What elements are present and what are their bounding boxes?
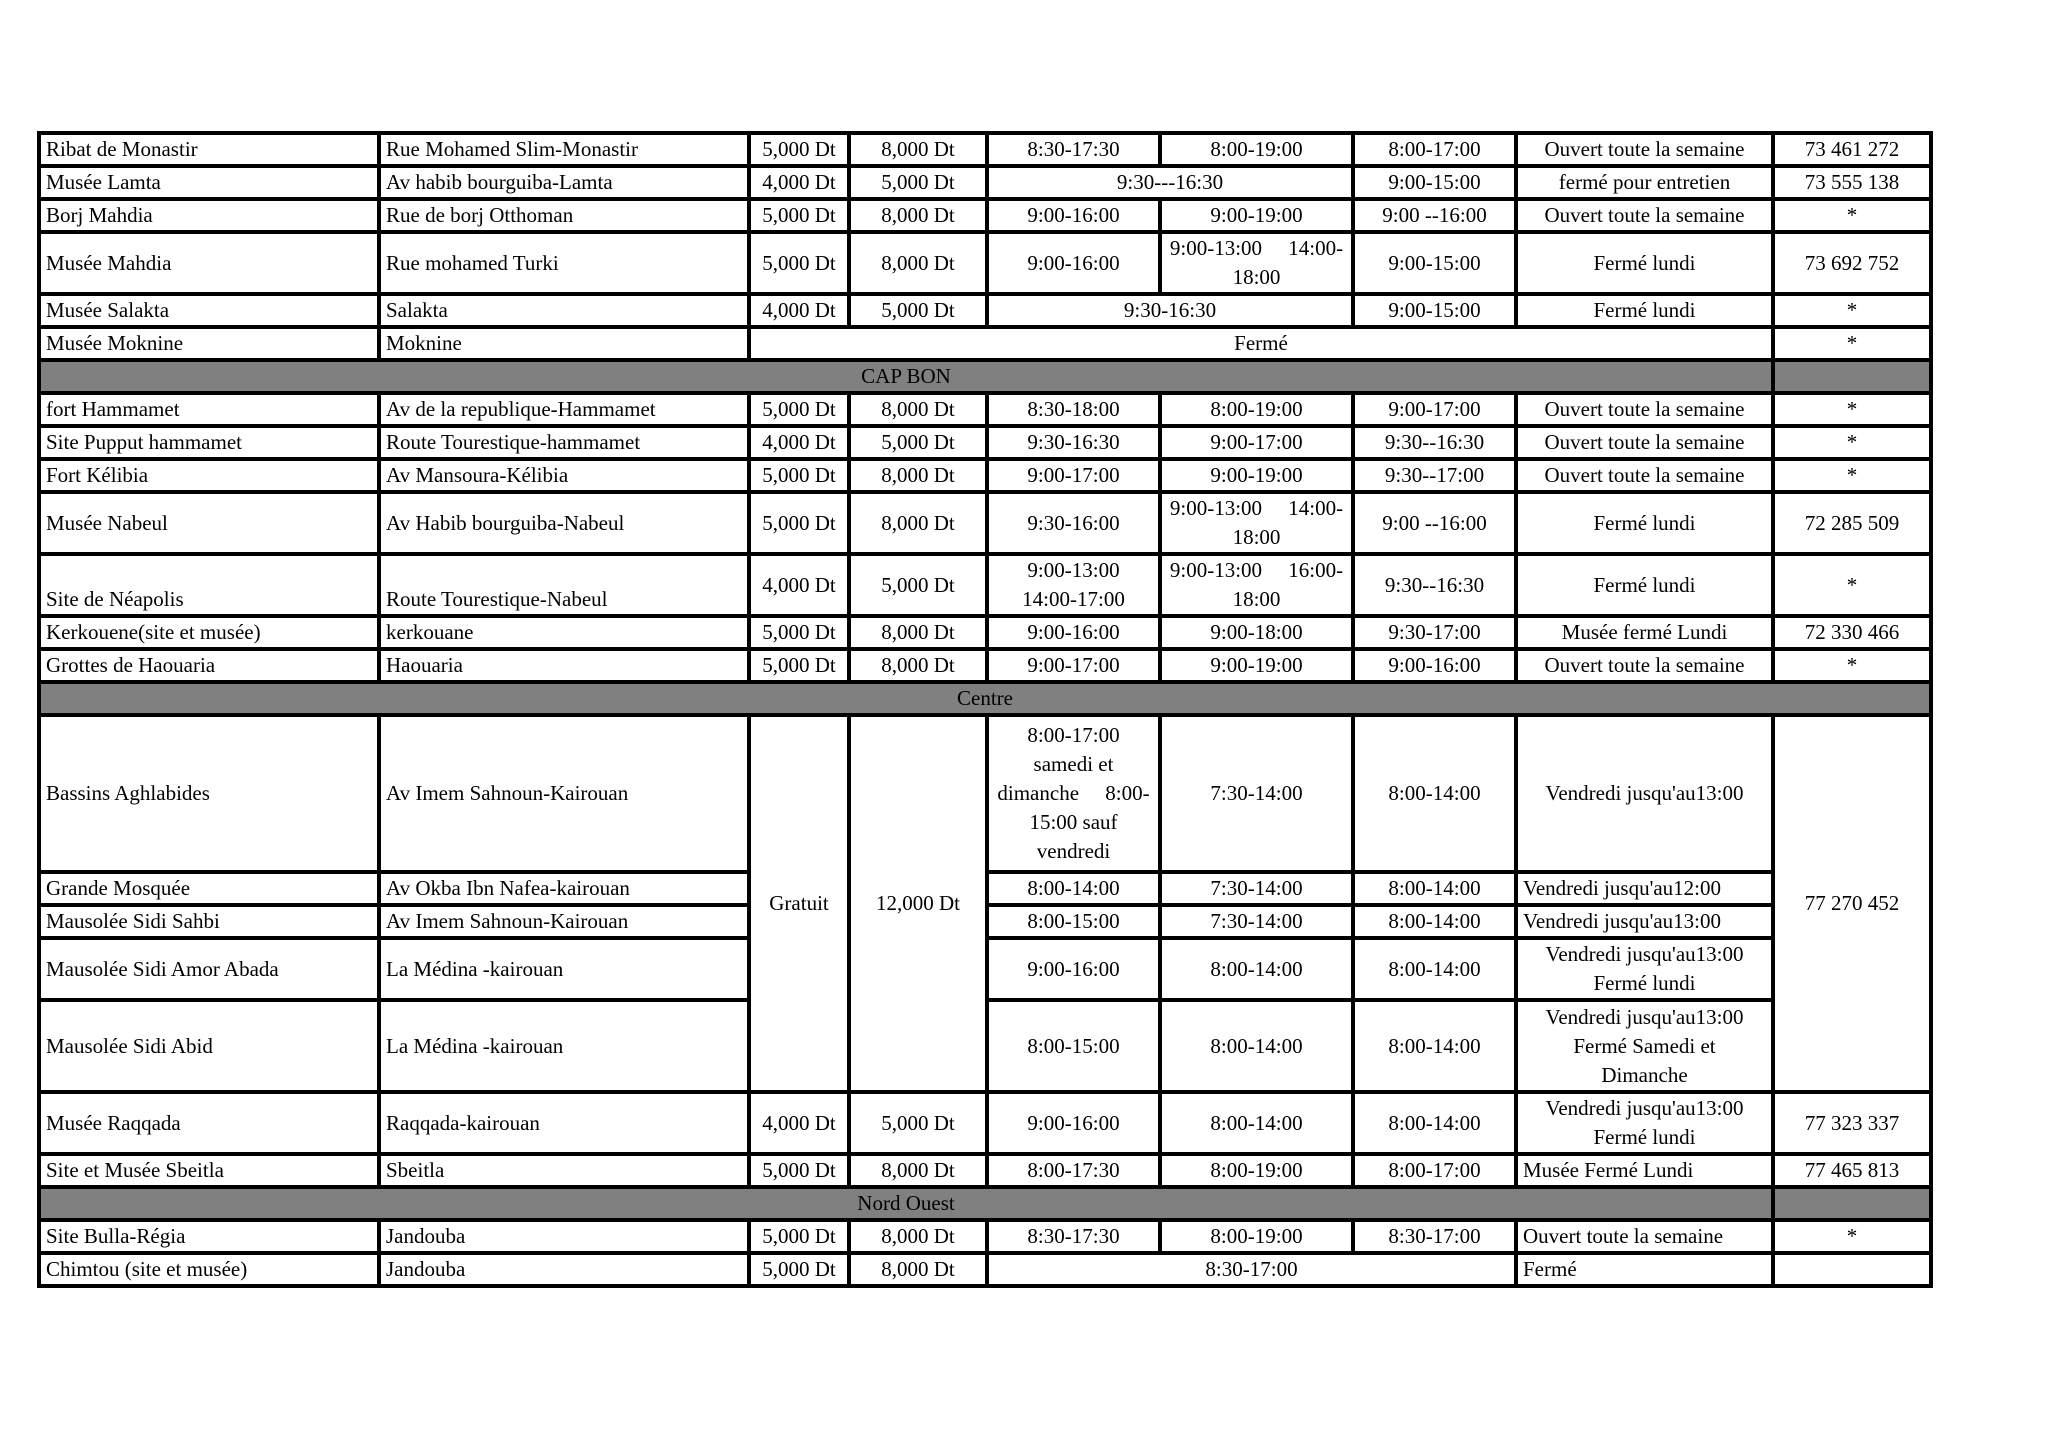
phone-number: *: [1773, 294, 1931, 327]
site-name: Chimtou (site et musée): [39, 1253, 379, 1286]
hours-winter: 9:00-16:00: [987, 199, 1160, 232]
hours-ramadan: 8:00-14:00: [1353, 1000, 1516, 1092]
hours-summer: 9:00-19:00: [1160, 649, 1353, 682]
hours-ramadan: 9:00-15:00: [1353, 232, 1516, 294]
site-address: Route Tourestique-Nabeul: [379, 554, 749, 616]
site-address: kerkouane: [379, 616, 749, 649]
note-line: Vendredi jusqu'au13:00: [1545, 1004, 1744, 1029]
hours-combined: 8:30-17:00: [987, 1253, 1516, 1286]
price-resident: 4,000 Dt: [749, 294, 849, 327]
hours-line: samedi et: [1033, 752, 1114, 776]
hours-winter: [987, 715, 1160, 872]
opening-note: [1516, 1000, 1773, 1092]
phone-number: *: [1773, 393, 1931, 426]
hours-line: 15:00 sauf: [1029, 810, 1118, 834]
price-visitor: 5,000 Dt: [849, 166, 987, 199]
note-line: Vendredi jusqu'au13:00: [1545, 1096, 1744, 1120]
price-resident: 4,000 Dt: [749, 166, 849, 199]
site-address: Jandouba: [379, 1253, 749, 1286]
price-resident: 5,000 Dt: [749, 492, 849, 554]
hours-summer: 8:00-19:00: [1160, 393, 1353, 426]
price-resident: 5,000 Dt: [749, 199, 849, 232]
price-resident: 5,000 Dt: [749, 232, 849, 294]
phone-number: 73 555 138: [1773, 166, 1931, 199]
hours-ramadan: 8:00-17:00: [1353, 1154, 1516, 1187]
site-name: Musée Salakta: [39, 294, 379, 327]
table-row: [39, 616, 1931, 649]
hours-ramadan: 9:00 --16:00: [1353, 199, 1516, 232]
section-title: Centre: [39, 682, 1931, 715]
opening-note: Ouvert toute la semaine: [1516, 426, 1773, 459]
price-visitor: 8,000 Dt: [849, 1154, 987, 1187]
opening-note: Vendredi jusqu'au12:00: [1516, 872, 1773, 905]
site-name: Musée Mahdia: [39, 232, 379, 294]
hours-combined: 9:30-16:30: [987, 294, 1353, 327]
opening-note: Vendredi jusqu'au13:00: [1516, 715, 1773, 872]
hours-ramadan: 8:00-17:00: [1353, 133, 1516, 166]
site-name: Site Pupput hammamet: [39, 426, 379, 459]
phone-number: 72 330 466: [1773, 616, 1931, 649]
site-address: Rue de borj Otthoman: [379, 199, 749, 232]
hours-ramadan: 8:00-14:00: [1353, 905, 1516, 938]
price-visitor: 8,000 Dt: [849, 1220, 987, 1253]
phone-number: *: [1773, 459, 1931, 492]
site-name: Ribat de Monastir: [39, 133, 379, 166]
price-visitor: 5,000 Dt: [849, 554, 987, 616]
hours-summer: 9:00-18:00: [1160, 616, 1353, 649]
opening-note: Musée Fermé Lundi: [1516, 1154, 1773, 1187]
price-visitor: 8,000 Dt: [849, 133, 987, 166]
hours-winter: 9:00-17:00: [987, 459, 1160, 492]
price-visitor: 8,000 Dt: [849, 459, 987, 492]
site-address: Av de la republique-Hammamet: [379, 393, 749, 426]
site-address: Raqqada-kairouan: [379, 1092, 749, 1154]
hours-summer: 7:30-14:00: [1160, 872, 1353, 905]
hours-line: vendredi: [1036, 839, 1111, 863]
site-address: Av Imem Sahnoun-Kairouan: [379, 905, 749, 938]
hours-winter: 8:30-17:30: [987, 133, 1160, 166]
museum-schedule-table: [37, 131, 1933, 1288]
phone-number: *: [1773, 327, 1931, 360]
site-address: Salakta: [379, 294, 749, 327]
table-row: [39, 1154, 1931, 1187]
hours-summer: 8:00-14:00: [1160, 1092, 1353, 1154]
table-row: [39, 1092, 1931, 1154]
hours-winter: 8:00-14:00: [987, 872, 1160, 905]
opening-note: Ouvert toute la semaine: [1516, 459, 1773, 492]
table-row: [39, 133, 1931, 166]
opening-note: Ouvert toute la semaine: [1516, 393, 1773, 426]
hours-line: 9:00-13:00 14:00-: [1169, 236, 1344, 260]
hours-winter: 8:00-15:00: [987, 905, 1160, 938]
site-address: Moknine: [379, 327, 749, 360]
hours-combined: 9:30---16:30: [987, 166, 1353, 199]
hours-summer: 9:00-17:00: [1160, 426, 1353, 459]
site-address: Av Imem Sahnoun-Kairouan: [379, 715, 749, 872]
phone-number: 77 465 813: [1773, 1154, 1931, 1187]
opening-note: Fermé lundi: [1516, 294, 1773, 327]
hours-summer: [1160, 492, 1353, 554]
site-address: La Médina -kairouan: [379, 938, 749, 1000]
opening-note: fermé pour entretien: [1516, 166, 1773, 199]
hours-summer: 8:00-19:00: [1160, 133, 1353, 166]
hours-ramadan: 9:00-15:00: [1353, 166, 1516, 199]
hours-line: 18:00: [1232, 525, 1281, 549]
price-visitor: 5,000 Dt: [849, 426, 987, 459]
site-name: Musée Moknine: [39, 327, 379, 360]
hours-ramadan: 9:00-17:00: [1353, 393, 1516, 426]
site-address: Av Habib bourguiba-Nabeul: [379, 492, 749, 554]
site-address: Rue Mohamed Slim-Monastir: [379, 133, 749, 166]
site-address: Sbeitla: [379, 1154, 749, 1187]
site-address: Rue mohamed Turki: [379, 232, 749, 294]
opening-note: Musée fermé Lundi: [1516, 616, 1773, 649]
table-row: [39, 492, 1931, 554]
opening-note: Fermé: [1516, 1253, 1773, 1286]
price-visitor: 8,000 Dt: [849, 232, 987, 294]
phone-number: *: [1773, 1220, 1931, 1253]
table-row: [39, 459, 1931, 492]
section-spacer: [1773, 1187, 1931, 1220]
price-visitor: 8,000 Dt: [849, 1253, 987, 1286]
hours-winter: [987, 554, 1160, 616]
hours-ramadan: 9:00-15:00: [1353, 294, 1516, 327]
phone-number: 73 461 272: [1773, 133, 1931, 166]
note-line: Fermé lundi: [1593, 1125, 1696, 1149]
phone-number: 73 692 752: [1773, 232, 1931, 294]
price-resident: 4,000 Dt: [749, 554, 849, 616]
price-resident: 5,000 Dt: [749, 1220, 849, 1253]
hours-line: 18:00: [1232, 265, 1281, 289]
hours-winter: 8:00-17:30: [987, 1154, 1160, 1187]
hours-summer: 9:00-19:00: [1160, 459, 1353, 492]
table-row: [39, 426, 1931, 459]
price-resident: 5,000 Dt: [749, 649, 849, 682]
site-name: Grottes de Haouaria: [39, 649, 379, 682]
phone-number: *: [1773, 199, 1931, 232]
price-resident: 5,000 Dt: [749, 1253, 849, 1286]
phone-number: *: [1773, 426, 1931, 459]
table-row: [39, 1253, 1931, 1286]
site-name: Bassins Aghlabides: [39, 715, 379, 872]
hours-summer: 7:30-14:00: [1160, 715, 1353, 872]
hours-line: dimanche 8:00-: [997, 781, 1150, 805]
hours-ramadan: 9:30--17:00: [1353, 459, 1516, 492]
opening-note: Fermé lundi: [1516, 232, 1773, 294]
site-name: Mausolée Sidi Abid: [39, 1000, 379, 1092]
site-address: Av Mansoura-Kélibia: [379, 459, 749, 492]
opening-note: Ouvert toute la semaine: [1516, 199, 1773, 232]
hours-winter: 9:00-16:00: [987, 938, 1160, 1000]
hours-ramadan: 8:00-14:00: [1353, 938, 1516, 1000]
hours-ramadan: 9:30--16:30: [1353, 426, 1516, 459]
hours-summer: 8:00-19:00: [1160, 1220, 1353, 1253]
phone-number: *: [1773, 649, 1931, 682]
hours-summer: 7:30-14:00: [1160, 905, 1353, 938]
hours-summer: 8:00-14:00: [1160, 938, 1353, 1000]
site-name: Musée Lamta: [39, 166, 379, 199]
opening-note: Fermé lundi: [1516, 554, 1773, 616]
hours-summer: 8:00-14:00: [1160, 1000, 1353, 1092]
price-resident: 5,000 Dt: [749, 1154, 849, 1187]
site-name: fort Hammamet: [39, 393, 379, 426]
table-row: [39, 649, 1931, 682]
price-visitor: 12,000 Dt: [849, 715, 987, 1092]
note-line: Fermé lundi: [1593, 971, 1696, 995]
closed-status: Fermé: [749, 327, 1773, 360]
price-resident: 4,000 Dt: [749, 426, 849, 459]
hours-summer: 9:00-19:00: [1160, 199, 1353, 232]
hours-ramadan: 8:00-14:00: [1353, 715, 1516, 872]
price-resident: 4,000 Dt: [749, 1092, 849, 1154]
price-resident: 5,000 Dt: [749, 133, 849, 166]
price-visitor: 8,000 Dt: [849, 492, 987, 554]
phone-number: 72 285 509: [1773, 492, 1931, 554]
opening-note: Ouvert toute la semaine: [1516, 133, 1773, 166]
table-row: [39, 1220, 1931, 1253]
site-address: Jandouba: [379, 1220, 749, 1253]
phone-number: 77 323 337: [1773, 1092, 1931, 1154]
site-name: Borj Mahdia: [39, 199, 379, 232]
site-name: Mausolée Sidi Sahbi: [39, 905, 379, 938]
price-resident: Gratuit: [749, 715, 849, 1092]
table-row: [39, 232, 1931, 294]
table-row: [39, 393, 1931, 426]
hours-ramadan: 8:30-17:00: [1353, 1220, 1516, 1253]
section-header-row: [39, 682, 1931, 715]
site-address: Haouaria: [379, 649, 749, 682]
price-resident: 5,000 Dt: [749, 459, 849, 492]
opening-note: [1516, 1092, 1773, 1154]
phone-number: 77 270 452: [1773, 715, 1931, 1092]
table-row: [39, 294, 1931, 327]
hours-summer: [1160, 232, 1353, 294]
section-title: CAP BON: [39, 360, 1773, 393]
opening-note: Ouvert toute la semaine: [1516, 1220, 1773, 1253]
site-name: Site Bulla-Régia: [39, 1220, 379, 1253]
price-resident: 5,000 Dt: [749, 616, 849, 649]
price-visitor: 5,000 Dt: [849, 294, 987, 327]
opening-note: Vendredi jusqu'au13:00: [1516, 905, 1773, 938]
hours-ramadan: 9:30--16:30: [1353, 554, 1516, 616]
site-address: Av habib bourguiba-Lamta: [379, 166, 749, 199]
hours-line: 14:00-17:00: [1022, 587, 1125, 611]
hours-winter: 9:00-16:00: [987, 1092, 1160, 1154]
hours-summer: [1160, 554, 1353, 616]
section-title: Nord Ouest: [39, 1187, 1773, 1220]
note-line: Vendredi jusqu'au13:00: [1545, 942, 1744, 966]
phone-number: *: [1773, 554, 1931, 616]
table-row: [39, 327, 1931, 360]
table-row: [39, 199, 1931, 232]
price-visitor: 8,000 Dt: [849, 393, 987, 426]
hours-ramadan: 9:30-17:00: [1353, 616, 1516, 649]
site-name: Fort Kélibia: [39, 459, 379, 492]
price-visitor: 8,000 Dt: [849, 199, 987, 232]
hours-line: 8:00-17:00: [1027, 723, 1120, 747]
hours-line: 9:00-13:00 14:00-: [1169, 496, 1344, 520]
note-line: Dimanche: [1601, 1062, 1688, 1087]
table-row: [39, 166, 1931, 199]
hours-ramadan: 8:00-14:00: [1353, 1092, 1516, 1154]
site-address: La Médina -kairouan: [379, 1000, 749, 1092]
hours-line: 9:00-13:00 16:00-: [1169, 558, 1344, 582]
price-visitor: 8,000 Dt: [849, 649, 987, 682]
phone-number: [1773, 1253, 1931, 1286]
opening-note: [1516, 938, 1773, 1000]
site-name: Site de Néapolis: [39, 554, 379, 616]
table-row: [39, 715, 1931, 872]
hours-winter: 9:00-16:00: [987, 232, 1160, 294]
opening-note: Fermé lundi: [1516, 492, 1773, 554]
hours-winter: 9:00-17:00: [987, 649, 1160, 682]
site-name: Musée Raqqada: [39, 1092, 379, 1154]
hours-winter: 8:30-18:00: [987, 393, 1160, 426]
price-visitor: 5,000 Dt: [849, 1092, 987, 1154]
site-name: Site et Musée Sbeitla: [39, 1154, 379, 1187]
site-name: Musée Nabeul: [39, 492, 379, 554]
hours-winter: 8:30-17:30: [987, 1220, 1160, 1253]
hours-ramadan: 9:00 --16:00: [1353, 492, 1516, 554]
hours-ramadan: 9:00-16:00: [1353, 649, 1516, 682]
hours-summer: 8:00-19:00: [1160, 1154, 1353, 1187]
hours-winter: 9:30-16:00: [987, 492, 1160, 554]
hours-winter: 9:30-16:30: [987, 426, 1160, 459]
section-spacer: [1773, 360, 1931, 393]
section-header-row: [39, 1187, 1931, 1220]
table-row: [39, 554, 1931, 616]
site-address: Av Okba Ibn Nafea-kairouan: [379, 872, 749, 905]
opening-note: Ouvert toute la semaine: [1516, 649, 1773, 682]
hours-line: 18:00: [1232, 587, 1281, 611]
hours-ramadan: 8:00-14:00: [1353, 872, 1516, 905]
site-name: Grande Mosquée: [39, 872, 379, 905]
note-line: Fermé Samedi et: [1573, 1033, 1716, 1058]
price-resident: 5,000 Dt: [749, 393, 849, 426]
price-visitor: 8,000 Dt: [849, 616, 987, 649]
hours-winter: 8:00-15:00: [987, 1000, 1160, 1092]
site-address: Route Tourestique-hammamet: [379, 426, 749, 459]
hours-line: 9:00-13:00: [1027, 558, 1120, 582]
hours-winter: 9:00-16:00: [987, 616, 1160, 649]
section-header-row: [39, 360, 1931, 393]
site-name: Kerkouene(site et musée): [39, 616, 379, 649]
site-name: Mausolée Sidi Amor Abada: [39, 938, 379, 1000]
